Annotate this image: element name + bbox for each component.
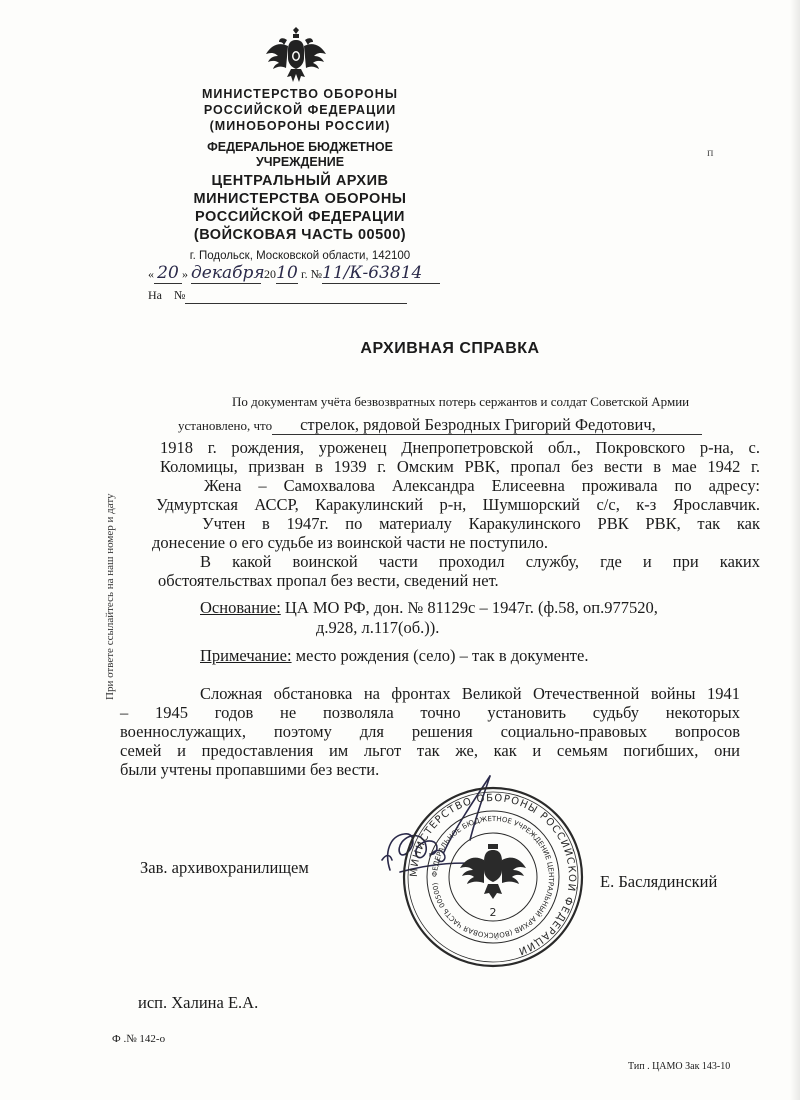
person-line-1: 1918 г. рождения, уроженец Днепропетровской обл., Покровского р-на, с. [160,438,760,457]
situation-line-4: семей и предоставления им льгот так же, как и семьям погибших, они [120,741,740,760]
established-label: установлено, что [178,418,273,433]
date-year-g: г. [301,267,308,281]
document-title: АРХИВНАЯ СПРАВКА [360,340,540,357]
note-text: место рождения (село) – так в документе. [295,646,589,665]
date-open-quote: « [148,267,154,281]
executor-line: исп. Халина Е.А. [138,993,259,1012]
institution-type-header: ФЕДЕРАЛЬНОЕ БЮДЖЕТНОЕ УЧРЕЖДЕНИЕ [207,140,393,169]
outgoing-number: 11/К-63814 [322,263,423,283]
established-line [178,416,702,435]
side-reference-note: При ответе ссылайтесь на наш номер и дату [104,493,116,700]
situation-line-5: были учтены пропавшими без вести. [120,760,380,779]
signatory-role: Зав. архивохранилищем [140,858,309,877]
date-month: декабря [191,263,265,283]
signatory-name: Е. Баслядинский [600,872,718,891]
note-label: Примечание: [200,646,292,665]
number-sign: № [310,267,323,281]
na-label: На [148,288,162,302]
situation-line-2: – 1945 годов не позволяла точно установить судьбу некоторых [120,703,740,722]
wife-line-2: Удмуртская АССР, Каракулинский р-н, Шумшорский с/с, к-з Ярославчик. [156,495,760,514]
seal-inner-text: ФЕДЕРАЛЬНОЕ БЮДЖЕТНОЕ УЧРЕЖДЕНИЕ ЦЕНТРАЛЬНЫЙ АРХИВ (ВОЙСКОВАЯ ЧАСТЬ 00500) [430,814,556,940]
date-number-line [148,263,440,284]
ministry-header: МИНИСТЕРСТВО ОБОРОНЫ РОССИЙСКОЙ ФЕДЕРАЦИИ (МИНОБОРОНЫ РОССИИ) [202,87,398,133]
note-line [200,646,588,666]
scan-edge-shadow [790,0,800,1100]
na-number-sign: № [174,288,186,302]
wife-line-1: Жена – Самохвалова Александра Елисеевна проживала по адресу: [204,476,760,495]
registered-line-1: Учтен в 1947г. по материалу Каракулинского РВК РВК, так как [202,514,760,533]
basis-line-2: д.928, л.117(об.)). [316,618,440,637]
service-line-1: В какой воинской части проходил службу, где и при каких [200,552,760,571]
seal-outer-text: МИНИСТЕРСТВО ОБОРОНЫ РОССИЙСКОЙ ФЕДЕРАЦИИ [408,792,578,957]
service-line-2: обстоятельствах пропал без вести, сведений нет. [158,571,499,590]
person-line-2: Коломицы, призван в 1939 г. Омским РВК, пропал без вести в мае 1942 г. [160,457,760,476]
situation-line-3: военнослужащих, поэтому для решения социально-правовых вопросов [120,722,740,741]
date-day: 20 [157,263,179,283]
form-number: Ф .№ 142-о [112,1033,166,1045]
soldier-name: стрелок, рядовой Безродных Григорий Федотович, [300,415,656,434]
basis-line [200,598,760,617]
date-close-quote: » [182,267,188,281]
intro-line: По документам учёта безвозвратных потерь сержантов и солдат Советской Армии [232,394,690,409]
registered-line-2: донесение о его судьбе из воинской части не поступило. [152,533,548,552]
official-round-seal-icon [400,784,586,970]
reference-line [148,288,407,304]
archive-name-header: ЦЕНТРАЛЬНЫЙ АРХИВ МИНИСТЕРСТВА ОБОРОНЫ РОССИЙСКОЙ ФЕДЕРАЦИИ (ВОЙСКОВАЯ ЧАСТЬ 00500) [193,173,407,243]
double-headed-eagle-emblem-icon [265,26,327,84]
main-body [150,438,760,590]
address-line: г. Подольск, Московской области, 142100 [189,250,411,262]
situation-line-1: Сложная обстановка на фронтах Великой Отечественной войны 1941 [200,684,740,703]
corner-letter: п [707,145,714,159]
date-year-suffix: 10 [276,263,298,283]
print-order-note: Тип . ЦАМО Зак 143-10 [628,1061,731,1072]
seal-number: 2 [489,906,497,919]
basis-label: Основание: [200,598,281,617]
basis-text: ЦА МО РФ, дон. № 81129с – 1947г. (ф.58, оп.977520, [284,598,658,617]
date-year-prefix: 20 [264,267,276,281]
